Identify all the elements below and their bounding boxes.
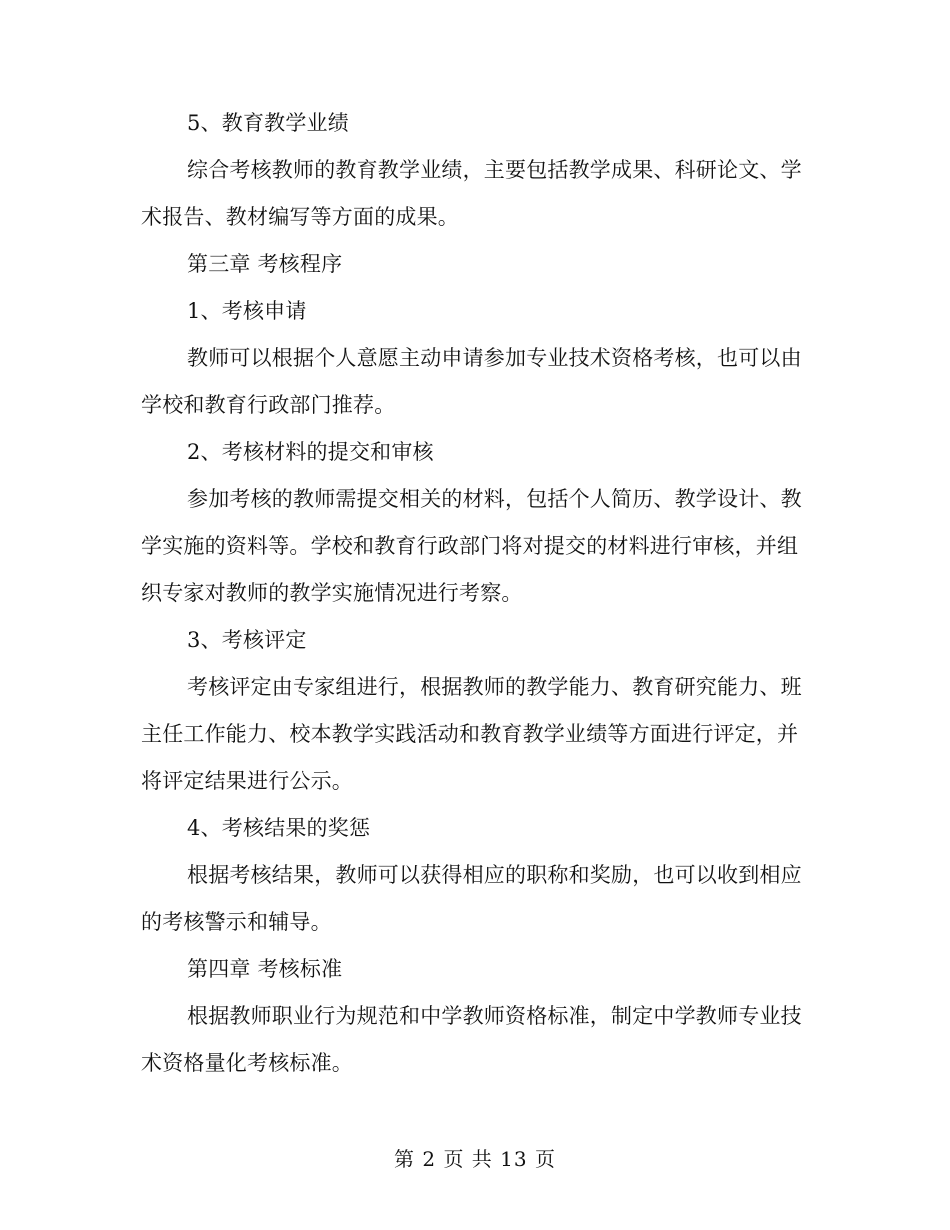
paragraph-rewards: 根据考核结果，教师可以获得相应的职称和奖励，也可以收到相应的考核警示和辅导。 bbox=[141, 863, 802, 934]
paragraph-evaluation: 考核评定由专家组进行，根据教师的教学能力、教育研究能力、班主任工作能力、校本教学实践活动和教育教学业绩等方面进行评定，并将评定结果进行公示。 bbox=[141, 675, 802, 793]
paragraph-application: 教师可以根据个人意愿主动申请参加专业技术资格考核，也可以由学校和教育行政部门推荐。 bbox=[141, 346, 802, 417]
chapter-heading-3: 第三章 考核程序 bbox=[187, 252, 343, 276]
chapter-heading-4: 第四章 考核标准 bbox=[187, 957, 343, 981]
section-heading-2: 2、考核材料的提交和审核 bbox=[187, 440, 434, 464]
paragraph-standards: 根据教师职业行为规范和中学教师资格标准，制定中学教师专业技术资格量化考核标准。 bbox=[141, 1004, 802, 1075]
section-heading-3: 3、考核评定 bbox=[187, 628, 307, 652]
section-heading-1: 1、考核申请 bbox=[187, 299, 307, 323]
paragraph-materials: 参加考核的教师需提交相关的材料，包括个人简历、教学设计、教学实施的资料等。学校和教育行政部门将对提交的材料进行审核，并组织专家对教师的教学实施情况进行考察。 bbox=[141, 487, 802, 605]
section-heading-4: 4、考核结果的奖惩 bbox=[187, 816, 371, 840]
document-body bbox=[141, 100, 811, 1087]
page-number-footer: 第 2 页 共 13 页 bbox=[394, 1147, 556, 1171]
section-heading-5: 5、教育教学业绩 bbox=[187, 111, 349, 135]
paragraph-performance: 综合考核教师的教育教学业绩，主要包括教学成果、科研论文、学术报告、教材编写等方面的成果。 bbox=[141, 158, 802, 229]
